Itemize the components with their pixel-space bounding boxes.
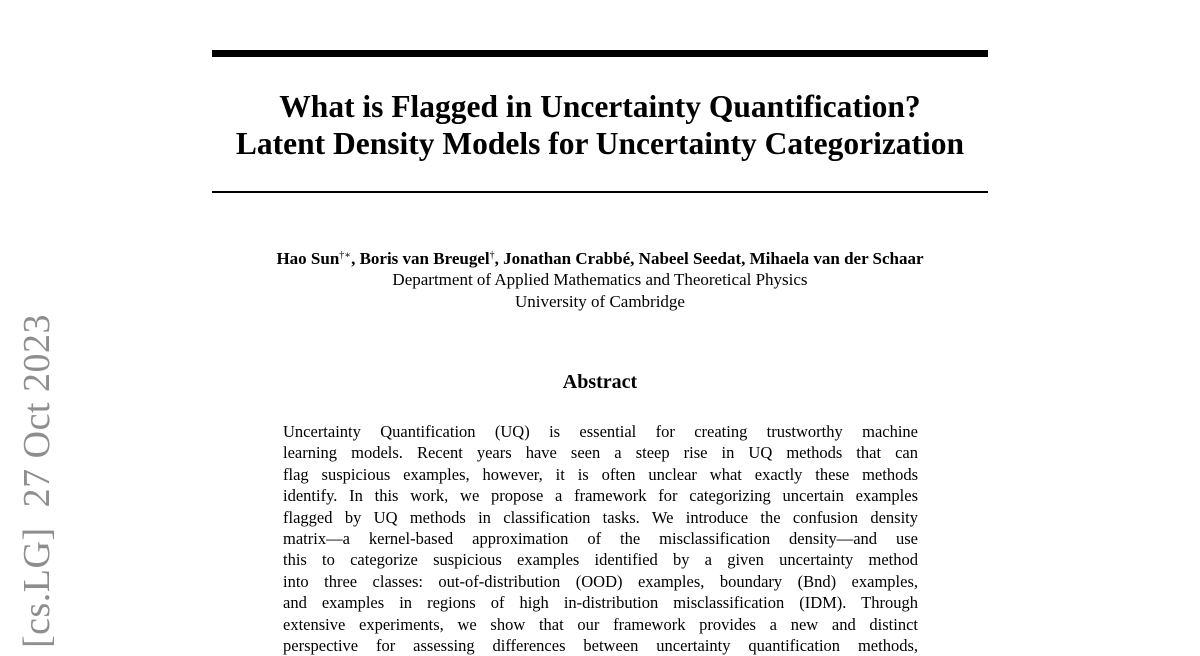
abstract-line: this to categorize suspicious examples identified by a given uncertainty method — [283, 550, 918, 570]
author-name: Hao Sun — [276, 249, 340, 268]
affiliation-department: Department of Applied Mathematics and Theoretical Physics — [392, 270, 808, 289]
paper-title-line-1: What is Flagged in Uncertainty Quantification? — [279, 89, 921, 124]
title-top-rule — [212, 50, 988, 57]
abstract-line: flagged by UQ methods in classification tasks. We introduce the confusion density — [283, 507, 918, 527]
author-footnote-marks: †∗ — [339, 250, 352, 261]
abstract-line: and examples in regions of high in-distribution misclassification (IDM). Through — [283, 593, 918, 613]
arxiv-category: [cs.LG] — [16, 527, 58, 648]
arxiv-date: 27 Oct 2023 — [16, 314, 58, 508]
author-footnote-marks: † — [489, 250, 495, 261]
abstract-line: identify. In this work, we propose a framework for categorizing uncertain examples — [283, 486, 918, 506]
paper-title-line-2: Latent Density Models for Uncertainty Categorization — [235, 126, 965, 161]
author-list — [200, 248, 1000, 270]
author-names-rest: , Jonathan Crabbé, Nabeel Seedat, Mihaela van der Schaar — [494, 249, 924, 268]
abstract-heading: Abstract — [562, 371, 638, 393]
abstract-line: into three classes: out-of-distribution (OOD) examples, boundary (Bnd) examples, — [283, 571, 918, 591]
affiliation-university: University of Cambridge — [515, 292, 685, 311]
title-bottom-rule — [212, 191, 988, 193]
abstract-line: perspective for assessing differences between uncertainty quantification methods, — [283, 635, 918, 655]
abstract-line: extensive experiments, we show that our framework provides a new and distinct — [283, 614, 918, 634]
abstract-line: Uncertainty Quantification (UQ) is essential for creating trustworthy machine — [283, 422, 918, 441]
abstract-body — [283, 421, 918, 656]
abstract-line: matrix—a kernel-based approximation of the misclassification density—and use — [283, 528, 918, 548]
author-name: Boris van Breugel — [359, 249, 490, 268]
author-separator: , — [351, 249, 360, 268]
abstract-line: learning models. Recent years have seen a steep rise in UQ methods that can — [283, 443, 918, 463]
arxiv-side-stamp — [14, 314, 60, 648]
abstract-line: flag suspicious examples, however, it is often unclear what exactly these methods — [283, 464, 918, 484]
